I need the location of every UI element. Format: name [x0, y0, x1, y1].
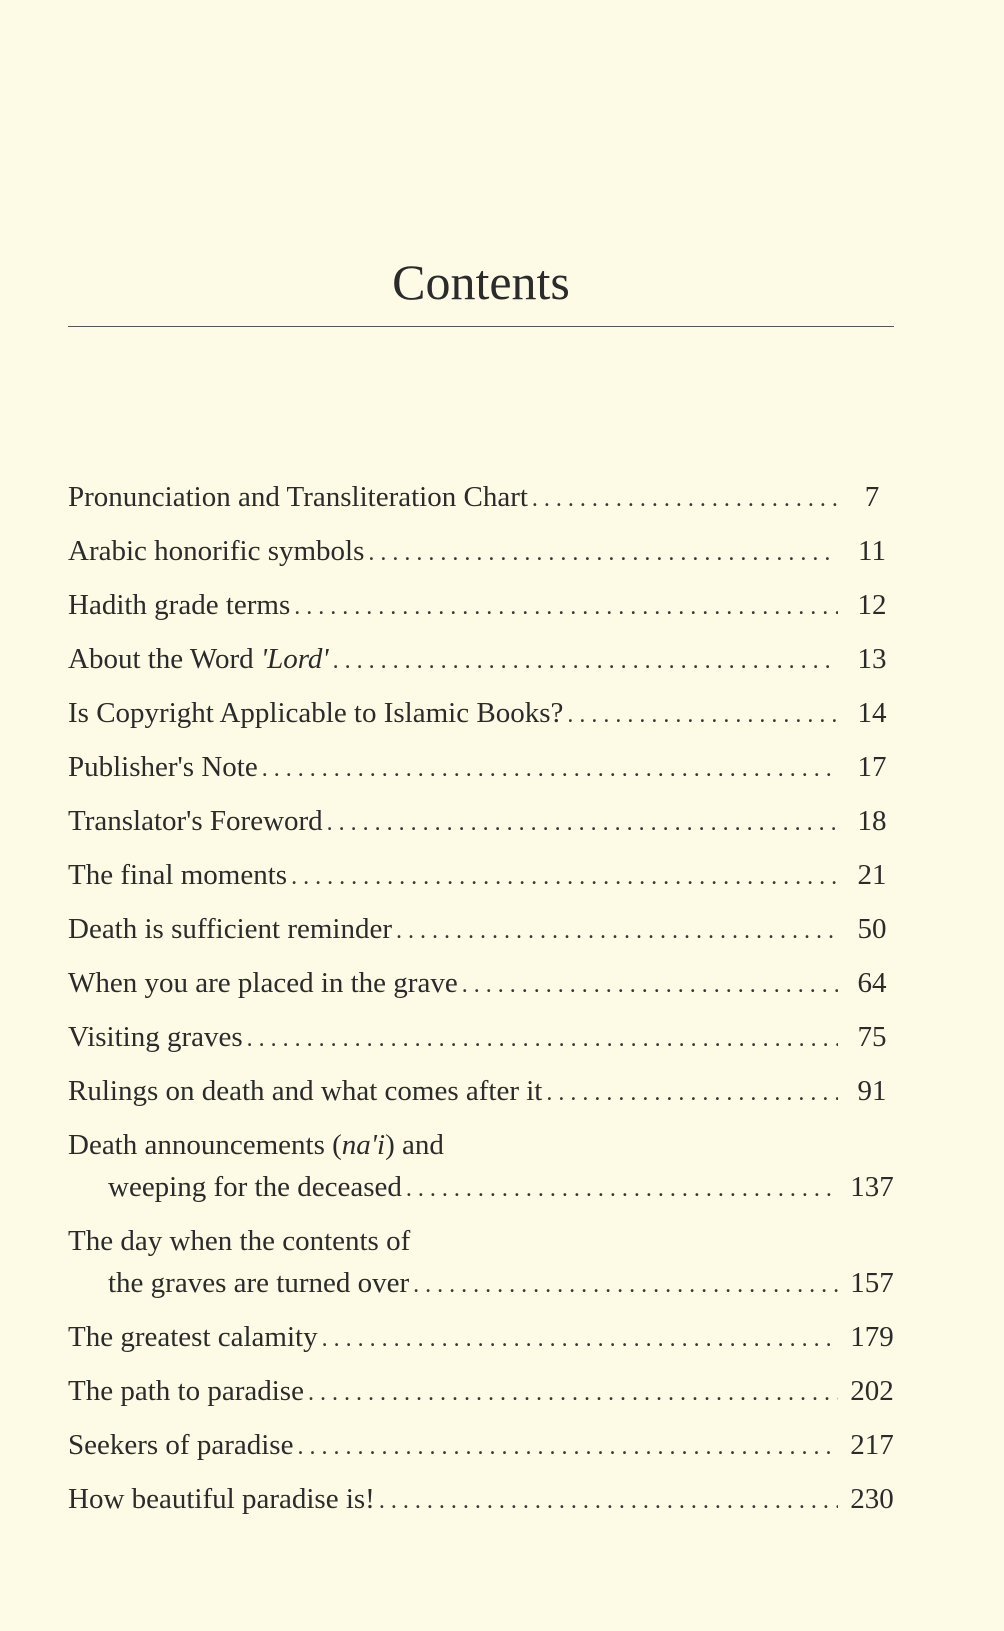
toc-entry	[68, 746, 900, 788]
toc-entry-title: Pronunciation and Transliteration Chart	[68, 481, 528, 513]
title-divider	[68, 326, 894, 327]
toc-page-number: 11	[858, 535, 886, 567]
dot-leader	[308, 1374, 838, 1412]
toc-page-number: 202	[850, 1375, 894, 1407]
toc-entry-title: The final moments	[68, 859, 288, 891]
toc-page-number: 230	[850, 1483, 894, 1515]
dot-leader	[532, 480, 838, 518]
toc-entry	[68, 962, 900, 1004]
toc-entry	[68, 584, 900, 626]
dot-leader	[462, 966, 838, 1004]
dot-leader	[294, 588, 838, 626]
toc-entry	[68, 908, 900, 950]
toc-page-number: 137	[850, 1171, 894, 1203]
toc-page-number: 7	[864, 481, 880, 513]
toc-entry	[68, 1070, 900, 1112]
toc-entry	[68, 1370, 900, 1412]
toc-page-number: 157	[850, 1267, 894, 1299]
toc-entry-title-line1	[68, 1124, 900, 1166]
toc-page-number: 217	[850, 1429, 894, 1461]
dot-leader	[406, 1170, 838, 1208]
toc-entry-title-text: Death announcements (	[68, 1129, 342, 1161]
toc-entry-title: Death is sufficient reminder	[68, 913, 392, 945]
toc-entry-title: How beautiful paradise is!	[68, 1483, 375, 1515]
dot-leader	[327, 804, 838, 842]
toc-entry-title: The greatest calamity	[68, 1321, 318, 1353]
dot-leader	[567, 696, 838, 734]
toc-page-number: 21	[857, 859, 887, 891]
toc-entry-title-italic: 'Lord'	[260, 643, 329, 675]
toc-entry	[68, 1478, 900, 1520]
toc-entry	[68, 692, 900, 734]
toc-page-number: 13	[857, 643, 887, 675]
toc-page-number: 75	[857, 1021, 887, 1053]
dot-leader	[379, 1482, 838, 1520]
toc-entry-title: Rulings on death and what comes after it	[68, 1075, 543, 1107]
toc-entry	[68, 800, 900, 842]
toc-page-number: 91	[857, 1075, 887, 1107]
toc-entry-title-line2	[68, 1262, 900, 1304]
toc-entry-title-line2	[68, 1166, 900, 1208]
toc-entry-title-italic: na'i	[341, 1129, 386, 1161]
toc-page-number: 50	[857, 913, 887, 945]
toc-page-number: 179	[850, 1321, 894, 1353]
toc-entry	[68, 1220, 900, 1304]
toc-page-number: 18	[857, 805, 887, 837]
toc-entry	[68, 1124, 900, 1208]
toc-entry-title: Seekers of paradise	[68, 1429, 294, 1461]
toc-page-number: 64	[857, 967, 887, 999]
toc-entry-title	[68, 638, 329, 680]
dot-leader	[413, 1266, 838, 1304]
toc-entry	[68, 1424, 900, 1466]
toc-entry-title: Publisher's Note	[68, 751, 258, 783]
toc-entry-title: Hadith grade terms	[68, 589, 291, 621]
dot-leader	[546, 1074, 838, 1112]
toc-entry-title: The path to paradise	[68, 1375, 304, 1407]
toc-entry	[68, 1016, 900, 1058]
dot-leader	[396, 912, 838, 950]
dot-leader	[247, 1020, 838, 1058]
toc-entry	[68, 638, 900, 680]
toc-entry-title: Translator's Foreword	[68, 805, 323, 837]
toc-entry-title: When you are placed in the grave	[68, 967, 458, 999]
dot-leader	[297, 1428, 838, 1466]
toc-entry	[68, 530, 900, 572]
table-of-contents	[68, 476, 900, 1532]
toc-entry-title-line1: The day when the contents of	[68, 1225, 411, 1257]
toc-page-number: 12	[857, 589, 887, 621]
toc-entry	[68, 854, 900, 896]
toc-entry-title-text: weeping for the deceased	[108, 1171, 402, 1203]
page-title: Contents	[392, 254, 570, 310]
toc-entry	[68, 1316, 900, 1358]
toc-entry-title-text: the graves are turned over	[108, 1267, 410, 1299]
toc-page-number: 17	[857, 751, 887, 783]
toc-entry-title-text: About the Word	[68, 643, 261, 675]
toc-entry-title: Visiting graves	[68, 1021, 243, 1053]
dot-leader	[262, 750, 838, 788]
toc-entry-title-text: ) and	[385, 1129, 444, 1161]
dot-leader	[333, 642, 838, 680]
dot-leader	[322, 1320, 838, 1358]
dot-leader	[368, 534, 838, 572]
toc-entry-title: Is Copyright Applicable to Islamic Books?	[68, 697, 564, 729]
toc-page-number: 14	[857, 697, 887, 729]
toc-entry-title: Arabic honorific symbols	[68, 535, 365, 567]
toc-entry	[68, 476, 900, 518]
dot-leader	[291, 858, 838, 896]
